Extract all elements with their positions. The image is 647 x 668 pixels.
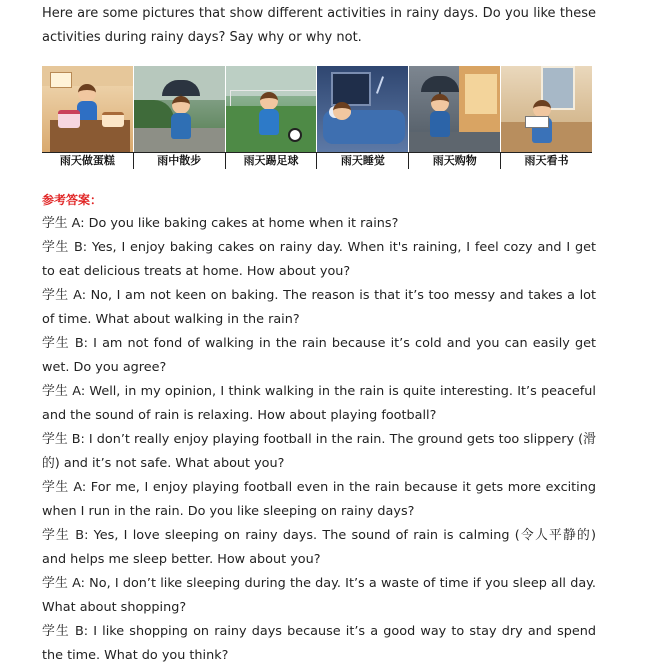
caption: 雨天踢足球 xyxy=(225,153,317,169)
picture-captions xyxy=(42,152,592,169)
dialogue-line xyxy=(42,380,596,428)
dialogue-line xyxy=(42,284,596,332)
dialogue-lines xyxy=(42,212,596,668)
activity-pictures-strip xyxy=(42,66,592,168)
utterance: Yes, I love sleeping on rainy days. The sound of rain is calming (令人平静的) and helps me sleep better. How about you? xyxy=(42,528,596,567)
speaker: 学生 B: xyxy=(42,240,88,255)
caption: 雨天看书 xyxy=(500,153,592,169)
shopping-illustration xyxy=(409,66,501,152)
dialogue-line xyxy=(42,524,596,572)
dialogue-line xyxy=(42,212,596,236)
speaker: 学生 A: xyxy=(42,384,86,399)
reading-illustration xyxy=(501,66,592,152)
utterance: I like shopping on rainy days because it’s a good way to stay dry and spend the time. What do you think? xyxy=(42,624,596,663)
dialogue-line xyxy=(42,428,596,476)
utterance: Well, in my opinion, I think walking in the rain is quite interesting. It’s peaceful and the sound of rain is relaxing. How about playing football? xyxy=(42,384,596,423)
caption: 雨天睡觉 xyxy=(316,153,408,169)
utterance: For me, I enjoy playing football even in the rain because it gets more exciting when I run in the rain. Do you like sleeping on rainy days? xyxy=(42,480,596,519)
caption: 雨中散步 xyxy=(133,153,225,169)
dialogue-line xyxy=(42,236,596,284)
playing-football-illustration xyxy=(226,66,318,152)
walking-in-rain-illustration xyxy=(134,66,226,152)
utterance: Yes, I enjoy baking cakes on rainy day. When it's raining, I feel cozy and I get to eat delicious treats at home. How about you? xyxy=(42,240,596,279)
speaker: 学生 A: xyxy=(42,288,87,303)
speaker: 学生 B: xyxy=(42,432,85,447)
speaker: 学生 B: xyxy=(42,624,89,639)
baking-cake-illustration xyxy=(42,66,134,152)
dialogue-line xyxy=(42,620,596,668)
intro-paragraph: Here are some pictures that show different activities in rainy days. Do you like these activities during rainy days? Say why or why not. xyxy=(42,6,596,45)
speaker: 学生 A: xyxy=(42,576,85,591)
caption: 雨天购物 xyxy=(408,153,500,169)
caption: 雨天做蛋糕 xyxy=(59,154,115,167)
reference-answer-section xyxy=(42,188,596,668)
speaker: 学生 A: xyxy=(42,216,85,231)
dialogue-line xyxy=(42,572,596,620)
dialogue-line xyxy=(42,332,596,380)
sleeping-illustration xyxy=(317,66,409,152)
reference-answer-label: 参考答案： xyxy=(42,193,103,207)
speaker: 学生 A: xyxy=(42,480,87,495)
document-page xyxy=(42,0,596,663)
dialogue-line xyxy=(42,476,596,524)
speaker: 学生 B: xyxy=(42,336,88,351)
utterance: Do you like baking cakes at home when it rains? xyxy=(88,216,399,231)
utterance: I don’t really enjoy playing football in the rain. The ground gets too slippery (滑的) and it’s not safe. What about you? xyxy=(42,432,596,471)
speaker: 学生 B: xyxy=(42,528,89,543)
utterance: No, I don’t like sleeping during the day. It’s a waste of time if you sleep all day. What about shopping? xyxy=(42,576,596,615)
utterance: No, I am not keen on baking. The reason is that it’s too messy and takes a lot of time. What about walking in the rain? xyxy=(42,288,596,327)
utterance: I am not fond of walking in the rain because it’s cold and you can easily get wet. Do you agree? xyxy=(42,336,596,375)
